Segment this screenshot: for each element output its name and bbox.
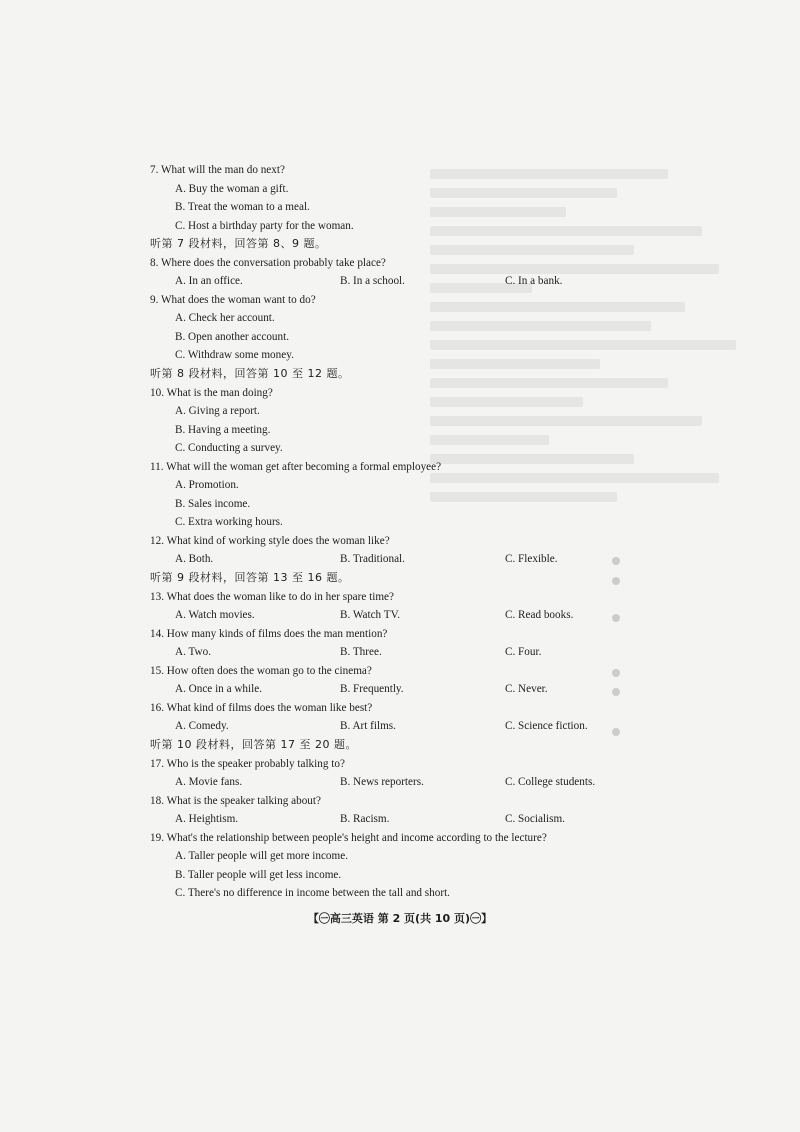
question-text: 9. What does the woman want to do? [150, 293, 316, 306]
question-text: 16. What kind of films does the woman like best? [150, 701, 373, 714]
question-text: 8. Where does the conversation probably take place? [150, 256, 386, 269]
option-b: B. Three. [340, 646, 382, 659]
option-b: B. Open another account. [175, 330, 290, 343]
options-row [150, 643, 670, 662]
option-a: A. Two. [175, 646, 211, 659]
options-row [150, 272, 670, 291]
option-a: A. Giving a report. [175, 405, 260, 418]
questions-list [150, 161, 670, 903]
option-b: B. Art films. [340, 720, 396, 733]
question-text: 19. What's the relationship between people's height and income according to the lecture? [150, 831, 547, 844]
option-c: C. In a bank. [505, 275, 563, 288]
option-a: A. Heightism. [175, 813, 239, 826]
question-text: 11. What will the woman get after becoming a formal employee? [150, 460, 442, 473]
option-b: B. Racism. [340, 813, 390, 826]
option-c: C. Conducting a survey. [175, 442, 283, 455]
question-text: 7. What will the man do next? [150, 164, 285, 176]
section-heading: 听第 9 段材料，回答第 13 至 16 题。 [150, 571, 350, 585]
option-c: C. Host a birthday party for the woman. [175, 219, 354, 232]
section-heading: 听第 8 段材料，回答第 10 至 12 题。 [150, 367, 350, 381]
option-a: A. Movie fans. [175, 776, 243, 789]
option-c: C. Extra working hours. [175, 516, 283, 529]
option-c: C. College students. [505, 776, 596, 789]
option-b: B. Frequently. [340, 683, 404, 696]
options-row [150, 680, 670, 699]
question-text: 14. How many kinds of films does the man mention? [150, 627, 388, 640]
question-text: 13. What does the woman like to do in her spare time? [150, 590, 394, 603]
question-text: 18. What is the speaker talking about? [150, 794, 321, 807]
option-c: C. Socialism. [505, 813, 565, 826]
question-text: 10. What is the man doing? [150, 386, 273, 399]
option-a: A. Once in a while. [175, 683, 262, 696]
option-a: A. Watch movies. [175, 609, 255, 622]
option-b: B. Having a meeting. [175, 423, 271, 436]
options-row [150, 773, 670, 792]
option-a: A. Buy the woman a gift. [175, 182, 289, 195]
option-b: B. In a school. [340, 275, 405, 288]
option-b: B. News reporters. [340, 776, 424, 789]
option-b: B. Taller people will get less income. [175, 868, 342, 881]
option-a: A. Check her account. [175, 312, 275, 325]
option-c: C. Withdraw some money. [175, 349, 294, 362]
option-c: C. There's no difference in income between the tall and short. [175, 887, 450, 900]
option-c: C. Flexible. [505, 553, 558, 566]
option-b: B. Sales income. [175, 497, 251, 510]
options-row [150, 606, 670, 625]
option-b: B. Watch TV. [340, 609, 401, 622]
option-a: A. Both. [175, 553, 214, 566]
page-footer: 【㊀高三英语 第 2 页(共 10 页)㊀】 [307, 912, 493, 925]
options-row [150, 550, 670, 569]
options-row [150, 810, 670, 829]
options-row [150, 717, 670, 736]
option-c: C. Never. [505, 683, 548, 696]
option-a: A. Taller people will get more income. [175, 850, 348, 863]
option-a: A. Promotion. [175, 479, 239, 492]
option-b: B. Treat the woman to a meal. [175, 201, 310, 214]
question-text: 15. How often does the woman go to the cinema? [150, 664, 372, 677]
option-a: A. Comedy. [175, 720, 229, 733]
option-a: A. In an office. [175, 275, 243, 288]
option-b: B. Traditional. [340, 553, 405, 566]
option-c: C. Read books. [505, 609, 574, 622]
option-c: C. Science fiction. [505, 720, 588, 733]
option-c: C. Four. [505, 646, 542, 659]
section-heading: 听第 7 段材料，回答第 8、9 题。 [150, 237, 327, 251]
question-text: 12. What kind of working style does the woman like? [150, 534, 390, 547]
section-heading: 听第 10 段材料，回答第 17 至 20 题。 [150, 737, 357, 751]
question-text: 17. Who is the speaker probably talking to? [150, 757, 345, 770]
